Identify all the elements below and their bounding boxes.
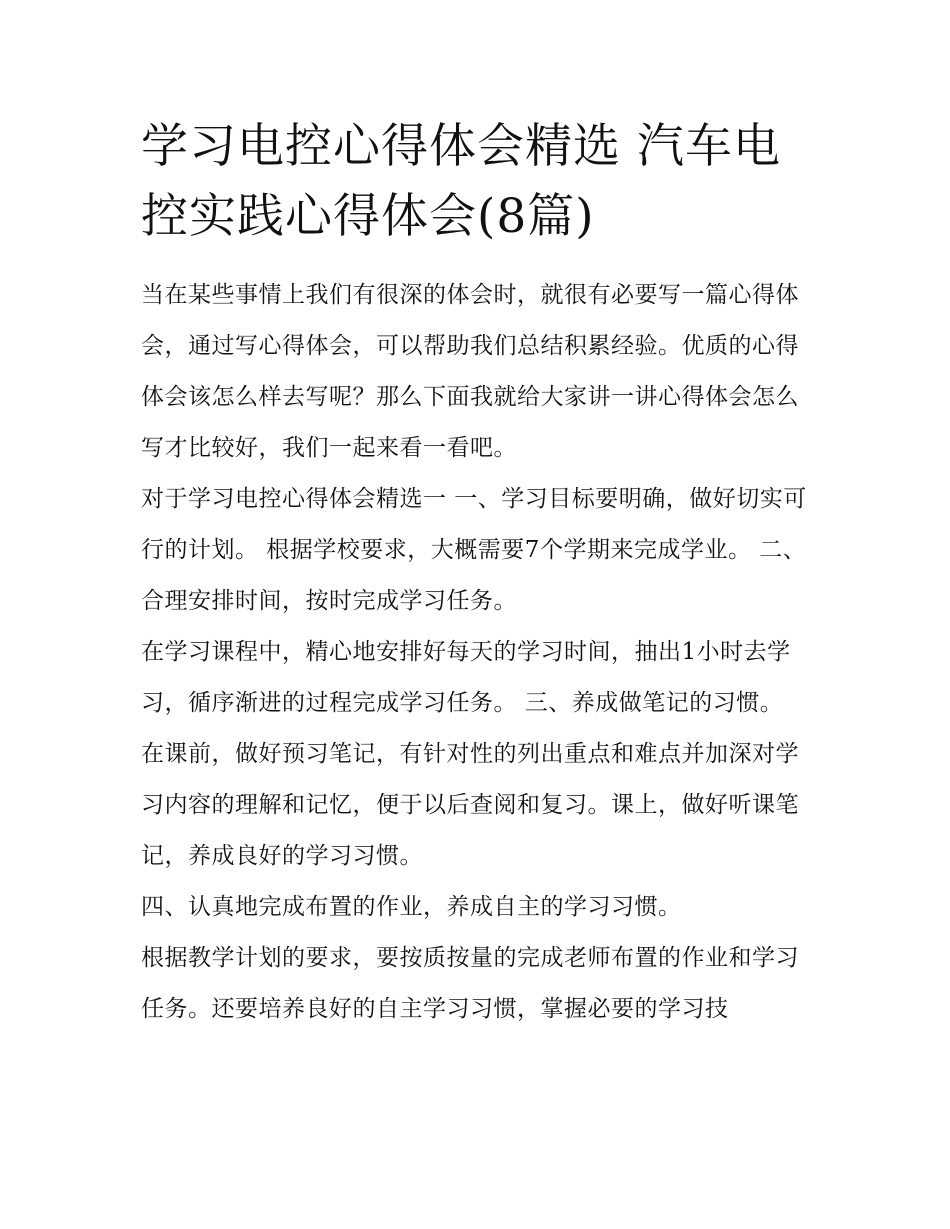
document-title: 学习电控心得体会精选 汽车电控实践心得体会(8篇) (141, 119, 781, 244)
paragraph-intro: 当在某些事情上我们有很深的体会时，就很有必要写一篇心得体会，通过写心得体会，可以帮助我们总结积累经验。优质的心得体会该怎么样去写呢？那么下面我就给大家讲一讲心得体会怎么写才比较好，我们一起来看一看吧。 (141, 282, 799, 461)
paragraph-learning-goals: 对于学习电控心得体会精选一 一、学习目标要明确，做好切实可行的计划。 根据学校要求，大概需要7个学期来完成学业。 二、合理安排时间，按时完成学习任务。 (141, 486, 807, 614)
document-page (141, 112, 813, 1035)
paragraph-notes: 在课前，做好预习笔记，有针对性的列出重点和难点并加深对学习内容的理解和记忆，便于以后查阅和复习。课上，做好听课笔记，养成良好的学习习惯。 (141, 741, 799, 869)
paragraph-study-time: 在学习课程中，精心地安排好每天的学习时间，抽出1小时去学习，循序渐进的过程完成学习任务。 三、养成做笔记的习惯。 (141, 639, 791, 716)
paragraph-homework: 根据教学计划的要求，要按质按量的完成老师布置的作业和学习任务。还要培养良好的自主学习习惯，掌握必要的学习技 (141, 945, 799, 1022)
paragraph-homework-heading: 四、认真地完成布置的作业，养成自主的学习习惯。 (141, 894, 682, 920)
